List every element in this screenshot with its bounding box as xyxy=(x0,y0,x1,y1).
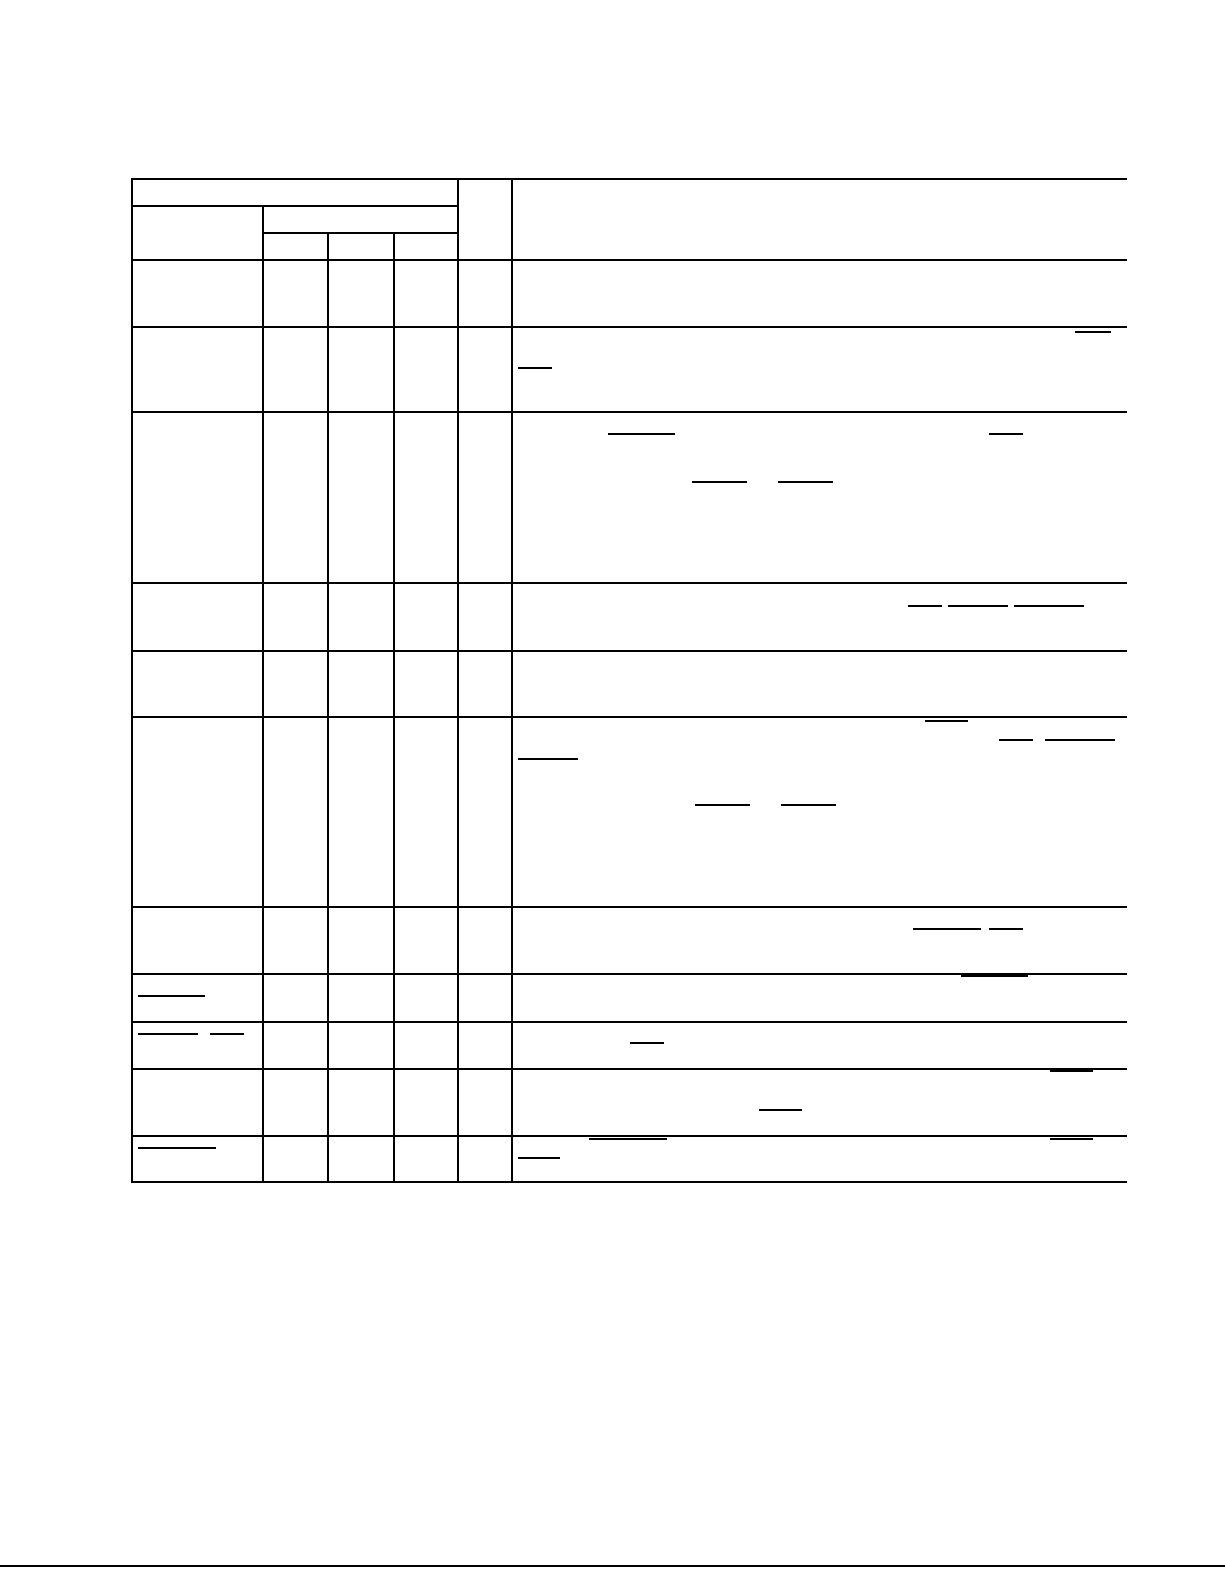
column-rule-pin-3 xyxy=(457,180,459,1183)
overbar-mark xyxy=(1050,1138,1093,1140)
overbar-mark xyxy=(1050,1070,1093,1072)
overbar-mark xyxy=(908,605,942,607)
page-footer-rule xyxy=(0,1565,1225,1567)
row-rule-5 xyxy=(133,716,1127,718)
overbar-mark xyxy=(989,928,1023,930)
overbar-mark xyxy=(1045,739,1115,741)
overbar-mark xyxy=(589,1138,667,1140)
column-rule-pin-1 xyxy=(327,232,329,1183)
header-subrule-2 xyxy=(262,232,457,234)
row-rule-1 xyxy=(133,326,1127,328)
overbar-mark xyxy=(138,995,205,997)
pin-description-table xyxy=(131,178,1127,1183)
overbar-mark xyxy=(518,367,552,369)
overbar-mark xyxy=(989,433,1023,435)
header-subrule-1 xyxy=(133,205,457,207)
overbar-mark xyxy=(138,1033,198,1035)
overbar-mark xyxy=(948,605,1008,607)
overbar-mark xyxy=(999,739,1033,741)
overbar-mark xyxy=(518,758,578,760)
overbar-mark xyxy=(778,481,833,483)
overbar-mark xyxy=(608,433,675,435)
overbar-mark xyxy=(138,1147,216,1149)
overbar-mark xyxy=(1075,331,1111,333)
overbar-mark xyxy=(759,1109,802,1111)
overbar-mark xyxy=(695,804,750,806)
column-rule-pin-2 xyxy=(393,232,395,1183)
row-rule-10 xyxy=(133,1135,1127,1137)
overbar-mark xyxy=(961,975,1028,977)
overbar-mark xyxy=(692,481,747,483)
overbar-mark xyxy=(913,928,981,930)
row-rule-2 xyxy=(133,411,1127,413)
column-rule-name xyxy=(262,205,264,1183)
overbar-mark xyxy=(781,804,836,806)
overbar-mark xyxy=(210,1033,244,1035)
overbar-mark xyxy=(925,720,968,722)
overbar-mark xyxy=(518,1157,560,1159)
overbar-mark xyxy=(1014,605,1084,607)
row-rule-3 xyxy=(133,582,1127,584)
column-rule-type xyxy=(511,180,513,1183)
header-bottom-rule xyxy=(133,259,1127,261)
row-rule-4 xyxy=(133,650,1127,652)
row-rule-6 xyxy=(133,906,1127,908)
row-rule-9 xyxy=(133,1068,1127,1070)
overbar-mark xyxy=(630,1042,664,1044)
row-rule-8 xyxy=(133,1021,1127,1023)
